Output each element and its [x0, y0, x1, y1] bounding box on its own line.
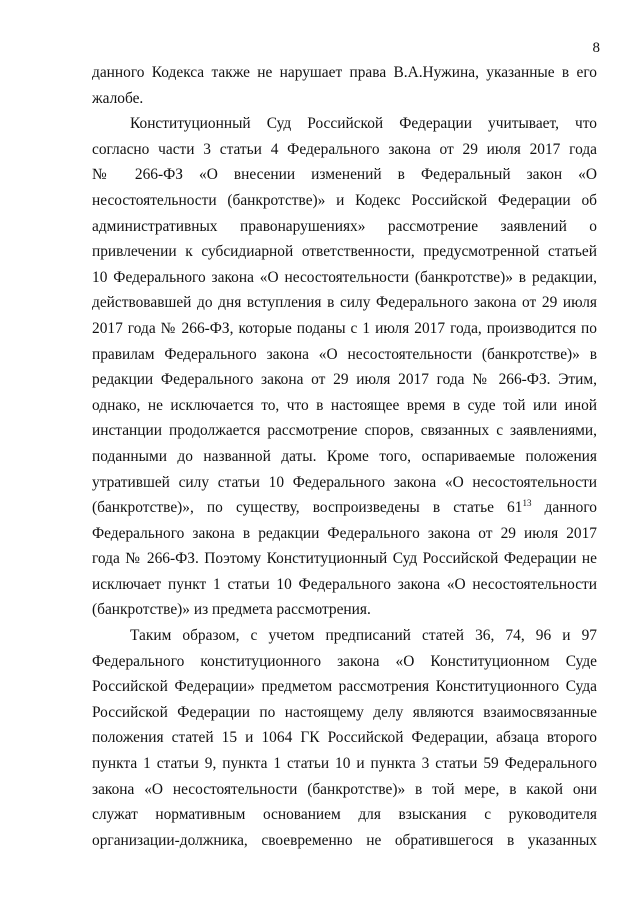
text-line: пункта 1 статьи 9, пункта 1 статьи 10 и пункта 3 статьи 59 Федерального	[92, 755, 597, 773]
text-line: жалобе.	[92, 89, 144, 107]
text-line: Конституционный Суд Российской Федерации учитывает, что	[130, 115, 597, 133]
text-line: поданными до названной даты. Кроме того, оспариваемые положения	[92, 447, 597, 465]
text-line: организации-должника, своевременно не обратившегося в указанных	[92, 831, 597, 849]
text-line: однако, не исключается то, что в настоящее время в суде той или иной	[92, 396, 597, 414]
text-line: года № 266-ФЗ. Поэтому Конституционный Суд Российской Федерации не	[92, 550, 597, 568]
footnote-superscript: 13	[522, 497, 532, 508]
text-line: согласно части 3 статьи 4 Федерального закона от 29 июля 2017 года	[92, 140, 597, 158]
text-line: 2017 года № 266-ФЗ, которые поданы с 1 июля 2017 года, производится по	[92, 319, 597, 337]
text-line: (банкротстве)» из предмета рассмотрения.	[92, 601, 371, 619]
text-line	[92, 495, 597, 521]
text-fragment: данного	[531, 499, 597, 517]
text-fragment: (банкротстве)», по существу, воспроизведены в статье 61	[92, 499, 523, 517]
text-line: Федерального конституционного закона «О Конституционном Суде	[92, 652, 597, 670]
text-line: несостоятельности (банкротстве)» и Кодекс Российской Федерации об	[92, 191, 597, 209]
text-line: 10 Федерального закона «О несостоятельности (банкротстве)» в редакции,	[92, 268, 597, 286]
text-line: исключает пункт 1 статьи 10 Федерального закона «О несостоятельности	[92, 575, 597, 593]
text-line: Российской Федерации по настоящему делу являются взаимосвязанные	[92, 703, 597, 721]
text-line: действовавшей до дня вступления в силу Федерального закона от 29 июля	[92, 294, 597, 312]
document-body	[92, 60, 597, 853]
text-line: Таким образом, с учетом предписаний статей 36, 74, 96 и 97	[130, 627, 597, 645]
text-line: привлечении к субсидиарной ответственности, предусмотренной статьей	[92, 243, 597, 261]
text-line: Российской Федерации» предметом рассмотрения Конституционного Суда	[92, 678, 597, 696]
text-line: служат нормативным основанием для взыскания с руководителя	[92, 806, 597, 824]
text-line: закона «О несостоятельности (банкротстве)» в той мере, в какой они	[92, 780, 597, 798]
text-line: данного Кодекса также не нарушает права В.А.Нужина, указанные в его	[92, 64, 597, 81]
text-line: редакции Федерального закона от 29 июля 2017 года № 266-ФЗ. Этим,	[92, 371, 597, 389]
page-number: 8	[592, 40, 600, 56]
text-line: административных правонарушениях» рассмотрение заявлений о	[92, 217, 597, 235]
text-line: инстанции продолжается рассмотрение споров, связанных с заявлениями,	[92, 422, 597, 440]
text-line: правилам Федерального закона «О несостоятельности (банкротстве)» в	[92, 345, 597, 363]
text-line: утратившей силу статьи 10 Федерального закона «О несостоятельности	[92, 473, 597, 491]
text-line: Федерального закона в редакции Федерального закона от 29 июля 2017	[92, 524, 597, 542]
text-line: положения статей 15 и 1064 ГК Российской Федерации, абзаца второго	[92, 729, 597, 747]
text-line: № 266-ФЗ «О внесении изменений в Федеральный закон «О	[92, 166, 597, 184]
